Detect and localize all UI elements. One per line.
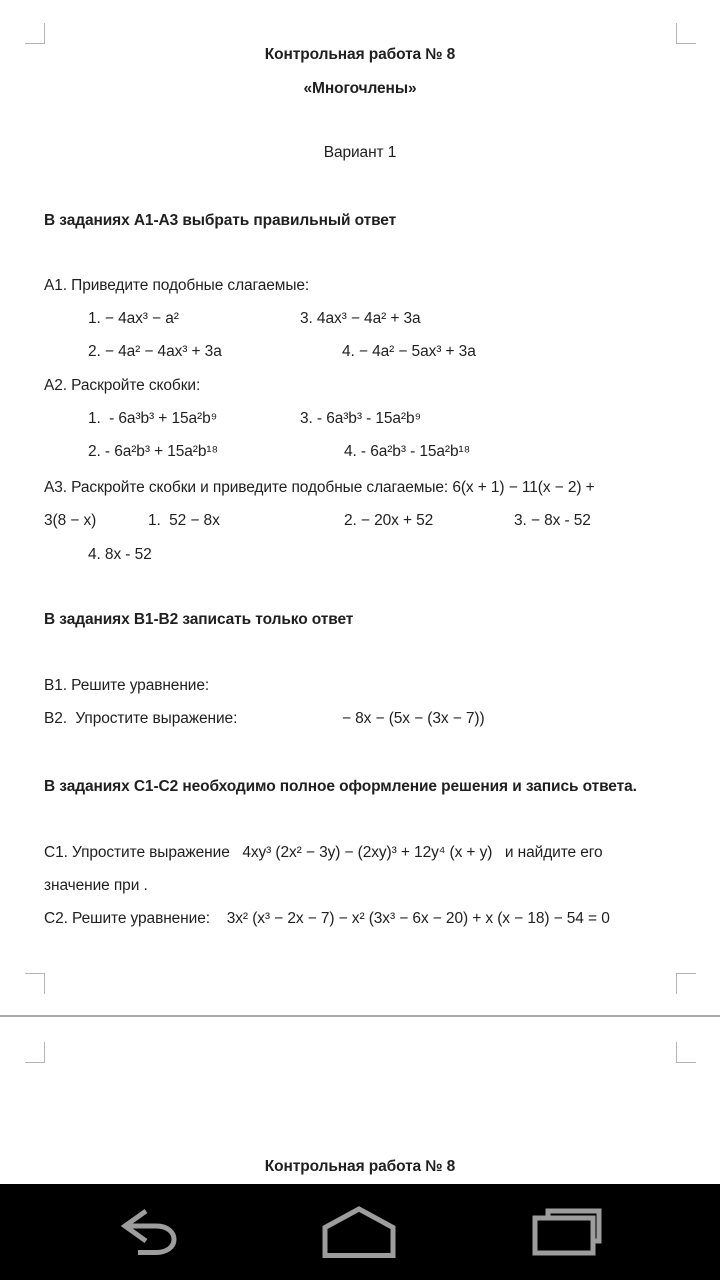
task-b2-label: В2. Упростите выражение: xyxy=(44,710,238,727)
variant-label: Вариант 1 xyxy=(323,144,397,161)
task-a3-statement: А3. Раскройте скобки и приведите подобные слагаемые: 6(x + 1) − 11(x − 2) + xyxy=(44,479,595,496)
task-a1-prompt: А1. Приведите подобные слагаемые: xyxy=(44,277,310,294)
task-a2-option-4: 4. - 6a²b³ - 15a²b¹⁸ xyxy=(344,443,471,460)
task-a1-option-1: 1. − 4ax³ − a² xyxy=(88,310,179,327)
recents-icon xyxy=(531,1207,603,1257)
task-a3-option-1: 1. 52 − 8x xyxy=(148,512,220,529)
task-b1-label: В1. Решите уравнение: xyxy=(44,677,210,694)
task-a2-option-1: 1. - 6a³b³ + 15a²b⁹ xyxy=(88,410,218,427)
crop-mark-page2-top-left xyxy=(25,1042,45,1063)
crop-mark-bottom-left xyxy=(25,973,45,994)
task-a3-option-4: 4. 8x - 52 xyxy=(88,546,152,563)
back-icon xyxy=(117,1207,187,1257)
task-a2-option-2: 2. - 6a²b³ + 15a²b¹⁸ xyxy=(88,443,218,460)
task-c1-line1: С1. Упростите выражение 4xy³ (2x² − 3y) − (2xy)³ + 12y⁴ (x + y) и найдите его xyxy=(44,844,603,861)
crop-mark-top-right xyxy=(676,23,696,44)
section-a-heading: В заданиях А1-А3 выбрать правильный ответ xyxy=(44,212,397,229)
task-a3-option-3: 3. − 8x - 52 xyxy=(514,512,591,529)
navigation-bar xyxy=(0,1184,720,1280)
task-a2-option-3: 3. - 6a³b³ - 15a²b⁹ xyxy=(300,410,422,427)
section-c-heading: В заданиях С1-С2 необходимо полное оформление решения и запись ответа. xyxy=(44,778,637,795)
doc-title: Контрольная работа № 8 xyxy=(264,46,456,63)
crop-mark-bottom-right xyxy=(676,973,696,994)
task-a1-option-3: 3. 4ax³ − 4a² + 3a xyxy=(300,310,421,327)
task-a1-option-2: 2. − 4a² − 4ax³ + 3a xyxy=(88,343,222,360)
home-icon xyxy=(321,1206,397,1258)
task-a2-prompt: А2. Раскройте скобки: xyxy=(44,377,201,394)
crop-mark-top-left xyxy=(25,23,45,44)
task-c2-line: С2. Решите уравнение: 3x² (x³ − 2x − 7) − x² (3x³ − 6x − 20) + x (x − 18) − 54 = 0 xyxy=(44,910,610,927)
doc-subtitle: «Многочлены» xyxy=(303,80,417,97)
task-a3-option-2: 2. − 20x + 52 xyxy=(344,512,434,529)
task-a1-option-4: 4. − 4a² − 5ax³ + 3a xyxy=(342,343,476,360)
recents-button[interactable] xyxy=(531,1207,603,1257)
section-b-heading: В заданиях В1-В2 записать только ответ xyxy=(44,611,354,628)
page2-doc-title: Контрольная работа № 8 xyxy=(264,1158,456,1175)
page-separator xyxy=(0,1015,720,1017)
crop-mark-page2-top-right xyxy=(676,1042,696,1063)
home-button[interactable] xyxy=(321,1206,397,1258)
back-button[interactable] xyxy=(117,1207,187,1257)
task-b2-expression: − 8x − (5x − (3x − 7)) xyxy=(342,710,485,727)
task-a3-statement-wrap: 3(8 − x) xyxy=(44,512,97,529)
task-c1-line2: значение при . xyxy=(44,877,148,894)
